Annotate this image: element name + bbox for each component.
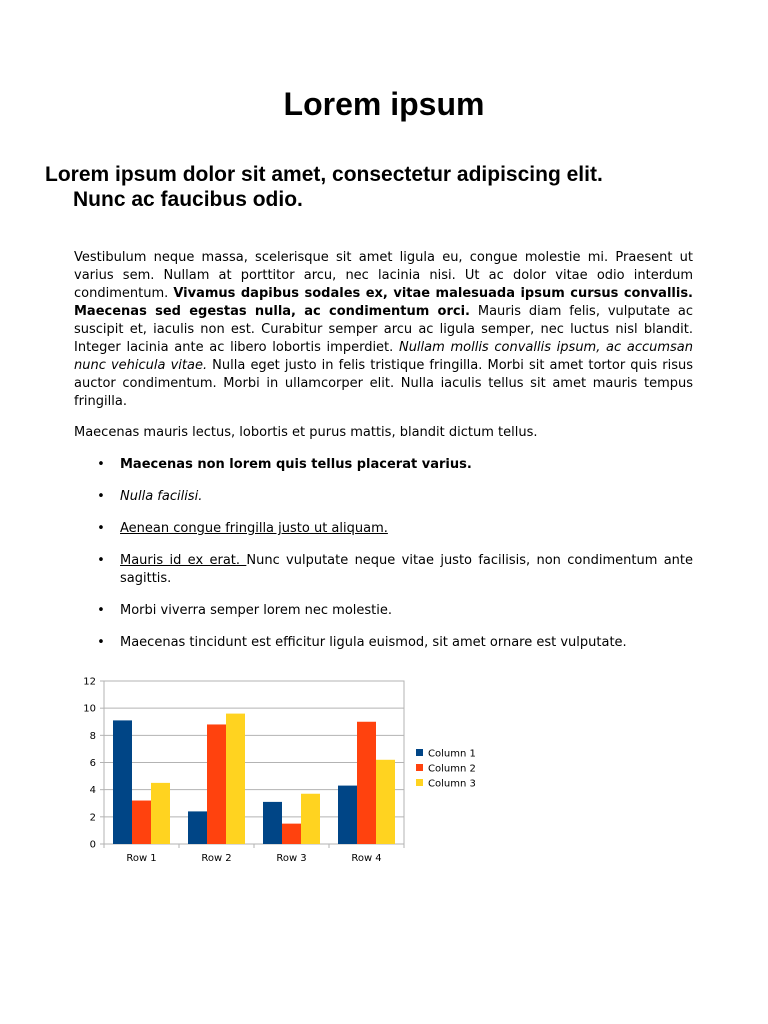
list-item-text: Nulla facilisi. (120, 489, 203, 504)
legend-label: Column 1 (428, 748, 476, 760)
x-tick-label: Row 3 (276, 853, 307, 864)
paragraph-1-italic: Nullam mollis convallis ipsum, ac accumsan nunc vehicula vitae. (74, 340, 693, 373)
paragraph-1-text-a: Vestibulum neque massa, scelerisque sit amet ligula eu, congue molestie mi. Praesent ut varius sem. Nullam at porttitor arcu, nec lacinia nisi. Ut ac dolor vitae odio interdum condimentum. (74, 250, 693, 301)
paragraph-1-text-c: Nulla eget justo in felis tristique fringilla. Morbi sit amet tortor quis risus auctor condimentum. Morbi in ullamcorper elit. Nulla iaculis tellus sit amet mauris tempus fringilla. (74, 358, 693, 409)
bullet-dot: • (97, 521, 105, 536)
bullet-list (74, 456, 693, 666)
paragraph-2: Maecenas mauris lectus, lobortis et purus mattis, blandit dictum tellus. (74, 425, 538, 440)
bar-row-3-column-2 (282, 824, 301, 844)
bar-row-4-column-3 (376, 760, 395, 844)
bar-row-1-column-3 (151, 783, 170, 844)
list-item (74, 634, 693, 652)
bar-row-4-column-2 (357, 722, 376, 844)
bullet-dot: • (97, 603, 105, 618)
bar-row-4-column-1 (338, 786, 357, 844)
bar-chart (70, 672, 500, 872)
paragraph-1-bold: Vivamus dapibus sodales ex, vitae malesuada ipsum cursus convallis. Maecenas sed egestas nulla, ac condimentum orci. (74, 286, 693, 319)
y-tick-label: 8 (89, 730, 96, 742)
bullet-dot: • (97, 635, 105, 650)
y-tick-label: 0 (89, 839, 96, 851)
list-item (74, 520, 693, 538)
paragraph-1 (74, 249, 693, 411)
list-item (74, 602, 693, 620)
bar-row-2-column-2 (207, 724, 226, 844)
paragraph-1-text-b: Mauris diam felis, vulputate ac suscipit et, iaculis non est. Curabitur semper arcu ac ligula semper, nec luctus nisl blandit. Integer lacinia ante ac libero lobortis imperdiet. (74, 304, 693, 355)
y-tick-label: 2 (89, 812, 96, 824)
bar-chart-svg (70, 672, 500, 872)
bar-row-3-column-3 (301, 794, 320, 844)
list-item-text: Maecenas tincidunt est efficitur ligula euismod, sit amet ornare est vulputate. (120, 635, 627, 650)
x-tick-label: Row 2 (201, 853, 232, 864)
list-item (74, 488, 693, 506)
legend-swatch (416, 764, 423, 771)
list-item (74, 552, 693, 588)
y-tick-label: 4 (89, 785, 96, 797)
y-tick-label: 10 (83, 703, 96, 715)
y-tick-label: 12 (83, 676, 96, 688)
heading-line-1: Lorem ipsum dolor sit amet, consectetur adipiscing elit. (45, 163, 603, 186)
bar-row-2-column-1 (188, 811, 207, 844)
heading-line-2: Nunc ac faucibus odio. (73, 188, 303, 211)
bullet-dot: • (97, 553, 105, 568)
bullet-dot: • (97, 457, 105, 472)
legend-swatch (416, 749, 423, 756)
legend-label: Column 2 (428, 763, 476, 775)
bar-row-1-column-1 (113, 720, 132, 844)
bar-row-2-column-3 (226, 714, 245, 844)
list-item-text: Maecenas non lorem quis tellus placerat varius. (120, 457, 472, 472)
bar-row-1-column-2 (132, 801, 151, 844)
list-item-text-underlined: Mauris id ex erat. (120, 553, 247, 568)
bullet-dot: • (97, 489, 105, 504)
document-heading (45, 162, 725, 212)
legend-swatch (416, 779, 423, 786)
list-item-text: Morbi viverra semper lorem nec molestie. (120, 603, 393, 618)
x-tick-label: Row 4 (351, 853, 382, 864)
y-tick-label: 6 (89, 758, 96, 769)
x-tick-label: Row 1 (126, 853, 157, 864)
legend-label: Column 3 (428, 778, 476, 790)
list-item (74, 456, 693, 474)
list-item-text: Aenean congue fringilla justo ut aliquam. (120, 521, 388, 536)
bar-row-3-column-1 (263, 802, 282, 844)
document-title: Lorem ipsum (283, 86, 485, 122)
list-item-text: Nunc vulputate neque vitae justo facilisis, non condimentum ante sagittis. (120, 553, 693, 586)
